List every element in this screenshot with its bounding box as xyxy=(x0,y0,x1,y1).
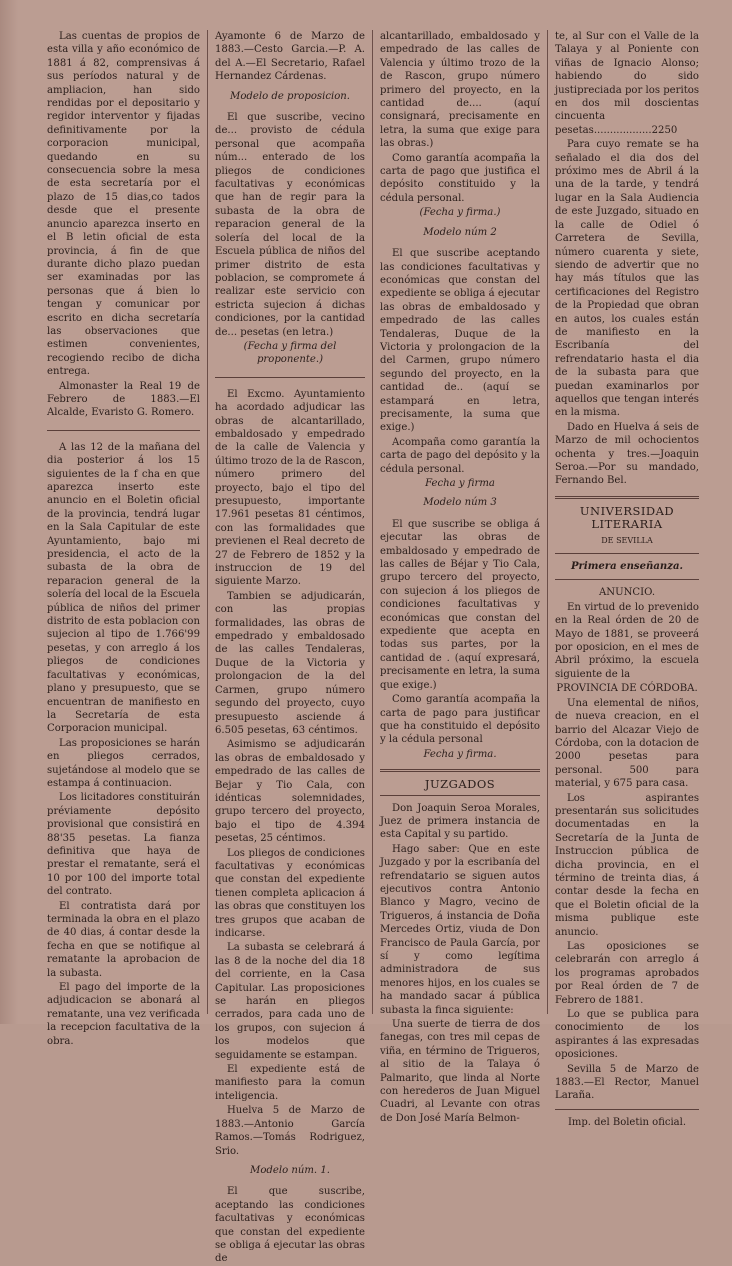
divider xyxy=(47,430,200,431)
notice-paragraph: Hago saber: Que en este Juzgado y por la escribanía del refrendatario se siguen autos ejecutivos contra Antonio Blanco y Magro, vecino de Trigueros, á instancia de Doña Mercedes Ortiz, viuda de Don Francisco de Paula García, por sí y como legítima administradora de sus menores hijos, en los cuales se ha mandado sacar á pública subasta la finca siguiente: xyxy=(380,843,540,1016)
section-title: JUZGADOS xyxy=(424,777,496,792)
model-heading: Modelo de proposicion. xyxy=(230,90,350,102)
notice-paragraph: Para cuyo remate se ha señalado el dia dos del próximo mes de Abril á la una de la tarde, y tendrá lugar en la Sala Audiencia de este Juzgado, situado en la calle de Odiel ó Carretera de Sevilla, número cuarenta y siete, siendo de advertir que no hay más títulos que las certificaciones del Registro de la Propiedad que obran en autos, los cuales están de manifiesto en la Escribanía del refrendatario hasta el dia de la subasta para que puedan examinarlos por aquellos que tengan interés en la misma. xyxy=(555,139,699,419)
notice-paragraph: El contratista dará por terminada la obra en el plazo de 40 dias, á contar desde la fecha en que se notifique al rematante la aprobacion de la subasta. xyxy=(47,900,200,979)
notice-paragraph: Acompaña como garantía la carta de pago del depósito y la cédula personal. xyxy=(380,436,540,475)
notice-paragraph: Las cuentas de propios de esta villa y año económico de 1881 á 82, comprensivas á sus períodos natural y de ampliacion, han sido rendidas por el depositario y regidor interventor y fijadas definitivamente por la corporacion municipal, quedando en su consecuencia sobre la mesa de esta secretaría por el plazo de 15 dias,co tados desde que el presente anuncio aparezca inserto en el B letin oficial de esta provincia, á fin de que durante dicho plazo puedan ser examinadas por las personas que á bien lo tengan y comunicar por escrito en dicha secretaría las observaciones que estimen convenientes, recogiendo recibo de dicha entrega. xyxy=(47,31,200,378)
notice-paragraph: Tambien se adjudicarán, con las propias formalidades, las obras de empedrado y embaldosado de las calles Tendaleras, Duque de la Victoria y prolongacion de la del Carmen, grupo número segundo del proyecto, cuyo presupuesto asciende á 6.505 pesetas, 63 céntimos. xyxy=(215,590,365,736)
notice-paragraph: El Excmo. Ayuntamiento ha acordado adjudicar las obras de alcantarillado, embaldosado y empedrado de la calle de Valencia y último trozo de la de Rascon, número primero del proyecto, bajo el tipo del presupuesto, importante 17.961 pesetas 81 céntimos, con las formalidades que previenen el Real decreto de 27 de Febrero de 1852 y la instruccion de 19 del siguiente Marzo. xyxy=(215,388,365,588)
notice-signature: Ayamonte 6 de Marzo de 1883.—Cesto Garcia.—P. A. del A.—El Secretario, Rafael Hernandez Cárdenas. xyxy=(215,31,365,83)
notice-paragraph: La subasta se celebrará á las 8 de la noche del dia 18 del corriente, en la Casa Capitular. Las proposiciones se harán en pliegos cerrados, para cada uno de los grupos, con sujecion á los modelos que seguidamente se estampan. xyxy=(215,942,365,1061)
notice-paragraph: En virtud de lo prevenido en la Real órden de 20 de Mayo de 1881, se proveerá por oposicion, en el mes de Abril próximo, la escuela siguiente de la xyxy=(555,601,699,680)
notice-paragraph: Lo que se publica para conocimiento de los aspirantes á las expresadas oposiciones. xyxy=(555,1009,699,1061)
section-title: UNIVERSIDAD LITERARIA xyxy=(579,503,675,532)
signature-line: Fecha y firma xyxy=(425,478,495,489)
section-divider xyxy=(380,769,540,772)
column-1 xyxy=(40,30,207,1047)
notice-paragraph: Las proposiciones se harán en pliegos cerrados, sujetándose al modelo que se estampa á continuacion. xyxy=(47,737,200,789)
notice-paragraph: alcantarillado, embaldosado y empedrado de las calles de Valencia y último trozo de la de Rascon, grupo número primero del proyecto, en la cantidad de.... (aquí consignará, precisamente en letra, la suma que exige para las obras.) xyxy=(380,31,540,150)
notice-paragraph: Los aspirantes presentarán sus solicitudes documentadas en la Secretaría de la Junta de Instruccion pública de dicha provincia, en el término de treinta dias, á contar desde la fecha en que el Boletin oficial de la misma publique este anuncio. xyxy=(555,792,699,938)
notice-paragraph: Una suerte de tierra de dos fanegas, con tres mil cepas de viña, en término de Trigueros, al sitio de la Talaya ó Palmarito, que linda al Norte con herederos de Juan Miguel Cuadri, al Levante con otras de Don José María Belmon- xyxy=(380,1019,540,1124)
model-heading: Modelo núm. 1. xyxy=(250,1164,330,1176)
model-heading: Modelo núm 2 xyxy=(423,226,497,238)
text-columns xyxy=(40,30,716,1265)
notice-paragraph: El que suscribe se obliga á ejecutar las obras de embaldosado y empedrado de las calles de Béjar y Tio Cala, grupo tercero del proyecto, con sujecion á los pliegos de condiciones facultativas y económicas que constan del expediente que acepta en todas sus partes, por la cantidad de . (aquí expresará, precisamente en letra, la suma que exige.) xyxy=(380,518,540,691)
notice-paragraph: te, al Sur con el Valle de la Talaya y al Poniente con viñas de Ignacio Alonso; habiendo do sido justipreciada por los peritos en dos mil doscientas cincuenta pesetas..................2250 xyxy=(555,31,700,136)
column-4 xyxy=(547,30,706,1128)
signature-line: (Fecha y firma del proponente.) xyxy=(243,340,337,366)
notice-paragraph: Los pliegos de condiciones facultativas y económicas que constan del expediente tienen completa aplicacion á las obras que constituyen los tres grupos que acaban de indicarse. xyxy=(215,847,365,939)
section-subtitle: DE SEVILLA xyxy=(601,535,653,545)
notice-paragraph: Asimismo se adjudicarán las obras de embaldosado y empedrado de las calles de Bejar y Tio Cala, con idénticas solemnidades, grupo tercero del proyecto, bajo el tipo de 4.394 pesetas, 25 céntimos. xyxy=(215,739,365,845)
notice-signature: Dado en Huelva á seis de Marzo de mil ochocientos ochenta y tres.—Joaquin Seroa.—Por su mandado, Fernando Bel. xyxy=(555,421,699,487)
divider xyxy=(555,553,699,554)
signature-line: Fecha y firma. xyxy=(423,748,497,760)
column-3 xyxy=(372,30,547,1124)
notice-signature: Huelva 5 de Marzo de 1883.—Antonio García Ramos.—Tomás Rodriguez, Srio. xyxy=(215,1105,365,1157)
notice-paragraph: El que suscribe, vecino de... provisto de cédula personal que acompaña núm... enterado de los pliegos de condiciones facultativas y económicas que han de regir para la subasta de la obra de reparacion general de la solería del local de la Escuela pública de niños del primer distrito de esta poblacion, se compromete á realizar este servicio con estricta sujecion á dichas condiciones, por la cantidad de... pesetas (en letra.) xyxy=(215,112,365,338)
printer-imprint: Imp. del Boletin oficial. xyxy=(567,1116,687,1128)
divider xyxy=(555,579,699,580)
column-2 xyxy=(207,30,372,1265)
notice-paragraph: Don Joaquin Seroa Morales, Juez de primera instancia de esta Capital y su partido. xyxy=(380,802,540,841)
notice-paragraph: Los licitadores constituirán préviamente depósito provisional que consistirá en 88'35 pesetas. La fianza definitiva que haya de prestar el rematante, será el 10 por 100 del importe total del contrato. xyxy=(47,792,200,898)
divider xyxy=(215,377,365,378)
notice-signature: Sevilla 5 de Marzo de 1883.—El Rector, Manuel Laraña. xyxy=(555,1063,699,1102)
subsection-title: Primera enseñanza. xyxy=(570,561,684,573)
signature-line: (Fecha y firma.) xyxy=(419,207,501,219)
divider xyxy=(380,795,540,796)
notice-paragraph: A las 12 de la mañana del dia posterior á los 15 siguientes de la f cha en que aparezca inserto este anuncio en el Boletin oficial de la provincia, tendrá lugar en la Sala Capitular de este Ayuntamiento, bajo mi presidencia, el acto de la subasta de la obra de reparacion general de la solería del local de la Escuela pública de niños del primer distrito de esta poblacion con sujecion al tipo de 1.766'99 pesetas, y con arreglo á los pliegos de condiciones facultativas y económicas, plano y presupuesto, que se encuentran de manifiesto en la Secretaría de esta Corporacion municipal. xyxy=(47,441,200,735)
notice-paragraph: El que suscribe, aceptando las condiciones facultativas y económicas que constan del expediente se obliga á ejecutar las obras de xyxy=(215,1186,365,1265)
section-divider xyxy=(555,496,699,499)
notice-paragraph: Las oposiciones se celebrarán con arreglo á los programas aprobados por Real órden de 7 de Febrero de 1881. xyxy=(555,941,699,1006)
province-heading: PROVINCIA DE CÓRDOBA. xyxy=(556,683,698,695)
notice-signature: Almonaster la Real 19 de Febrero de 1883.—El Alcalde, Evaristo G. Romero. xyxy=(47,380,200,419)
notice-paragraph: El pago del importe de la adjudicacion se abonará al rematante, una vez verificada la recepcion facultativa de la obra. xyxy=(47,982,200,1047)
announcement-title: ANUNCIO. xyxy=(598,587,656,599)
notice-paragraph: Como garantía acompaña la carta de pago que justifica el depósito constituido y la cédula personal. xyxy=(380,152,540,204)
notice-paragraph: El expediente está de manifiesto para la comun inteligencia. xyxy=(215,1064,365,1102)
notice-paragraph: Como garantía acompaña la carta de pago para justificar que ha constituido el depósito y la cédula personal xyxy=(380,694,540,746)
notice-paragraph: El que suscribe aceptando las condiciones facultativas y económicas que constan del expediente se obliga á ejecutar las obras de embaldosado y empedrado de las calles Tendaleras, Duque de la Victoria y prolongacion de la del Carmen, grupo número segundo del proyecto, en la cantidad de.. (aquí se estampará en letra, precisamente, la suma que exige.) xyxy=(380,248,540,434)
notice-paragraph: Una elemental de niños, de nueva creacion, en el barrio del Alcazar Viejo de Córdoba, con la dotacion de 2000 pesetas para personal. 500 para material, y 675 para casa. xyxy=(555,697,699,790)
divider xyxy=(555,1109,699,1110)
model-heading: Modelo núm 3 xyxy=(423,497,497,509)
